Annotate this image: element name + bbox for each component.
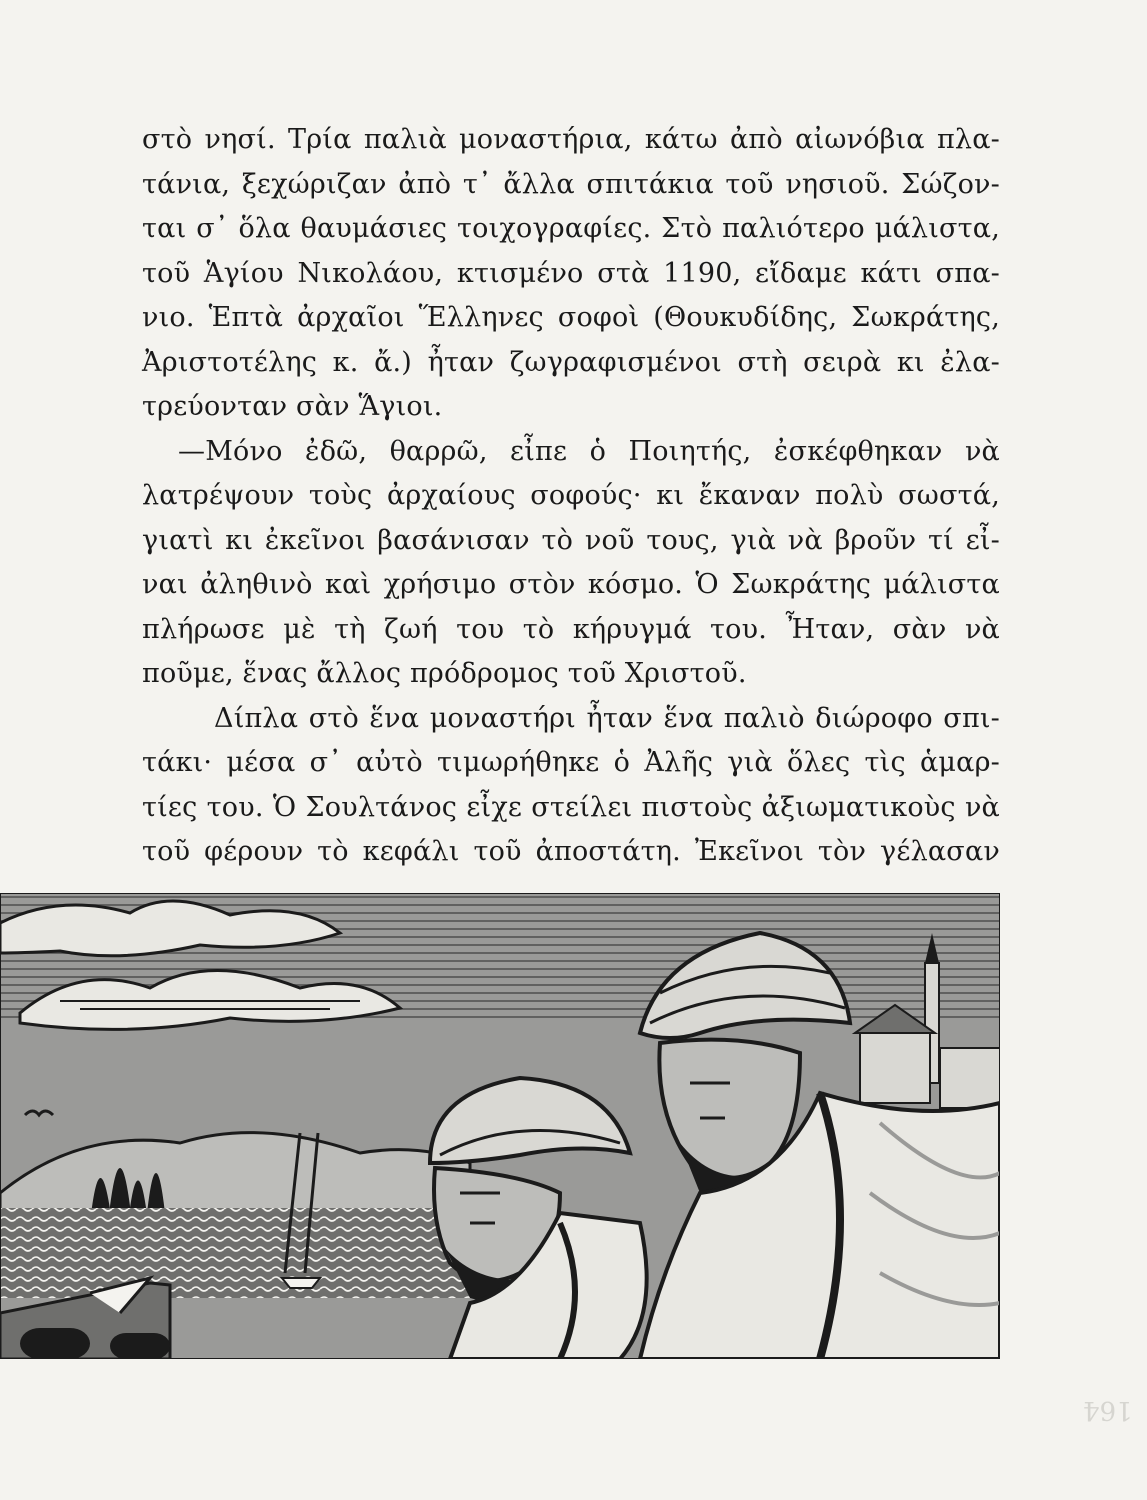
- text-line: ποῦμε, ἕνας ἄλλος πρόδρομος τοῦ Χριστοῦ.: [142, 658, 747, 689]
- woodcut-two-men-icon: [0, 893, 1000, 1359]
- body-text: [142, 118, 1000, 875]
- text-line: νιο. Ἑπτὰ ἀρχαῖοι Ἕλληνες σοφοὶ (Θουκυδίδης, Σωκράτης,: [142, 302, 1000, 333]
- text-line: τίες του. Ὁ Σουλτάνος εἶχε στείλει πιστοὺς ἀξιωματικοὺς νὰ: [142, 791, 1000, 823]
- text-line: τοῦ Ἁγίου Νικολάου, κτισμένο στὰ 1190, εἴδαμε κάτι σπα-: [142, 257, 1000, 289]
- woodcut-illustration: [0, 893, 1000, 1359]
- text-line: τάκι· μέσα σ᾽ αὐτὸ τιμωρήθηκε ὁ Ἀλῆς γιὰ ὅλες τὶς ἁμαρ-: [142, 747, 1000, 778]
- text-line: —Μόνο ἐδῶ, θαρρῶ, εἶπε ὁ Ποιητής, ἐσκέφθηκαν νὰ: [178, 435, 1000, 467]
- text-line: πλήρωσε μὲ τὴ ζωή του τὸ κήρυγμά του. Ἦταν, σὰν νὰ: [142, 613, 1000, 645]
- text-line: τρεύονταν σὰν Ἅγιοι.: [142, 391, 443, 422]
- text-line: στὸ νησί. Τρία παλιὰ μοναστήρια, κάτω ἀπὸ αἰωνόβια πλα-: [142, 124, 1000, 155]
- text-line: Ἀριστοτέλης κ. ἄ.) ἦταν ζωγραφισμένοι στὴ σειρὰ κι ἐλα-: [142, 346, 1000, 378]
- show-through-page-number: 164: [1083, 1395, 1133, 1425]
- text-line: λατρέψουν τοὺς ἀρχαίους σοφούς· κι ἔκαναν πολὺ σωστά,: [142, 480, 1000, 511]
- text-line: τοῦ φέρουν τὸ κεφάλι τοῦ ἀποστάτη. Ἐκεῖνοι τὸν γέλασαν: [142, 836, 1000, 867]
- text-line: ται σ᾽ ὅλα θαυμάσιες τοιχογραφίες. Στὸ παλιότερο μάλιστα,: [142, 213, 1000, 244]
- text-line: γιατὶ κι ἐκεῖνοι βασάνισαν τὸ νοῦ τους, γιὰ νὰ βροῦν τί εἶ-: [142, 524, 1000, 556]
- text-line: Δίπλα στὸ ἕνα μοναστήρι ἦταν ἕνα παλιὸ διώροφο σπι-: [214, 702, 1000, 734]
- text-line: τάνια, ξεχώριζαν ἀπὸ τ᾽ ἄλλα σπιτάκια τοῦ νησιοῦ. Σώζον-: [142, 168, 1000, 200]
- text-line: ναι ἀληθινὸ καὶ χρήσιμο στὸν κόσμο. Ὁ Σωκράτης μάλιστα: [142, 569, 1000, 600]
